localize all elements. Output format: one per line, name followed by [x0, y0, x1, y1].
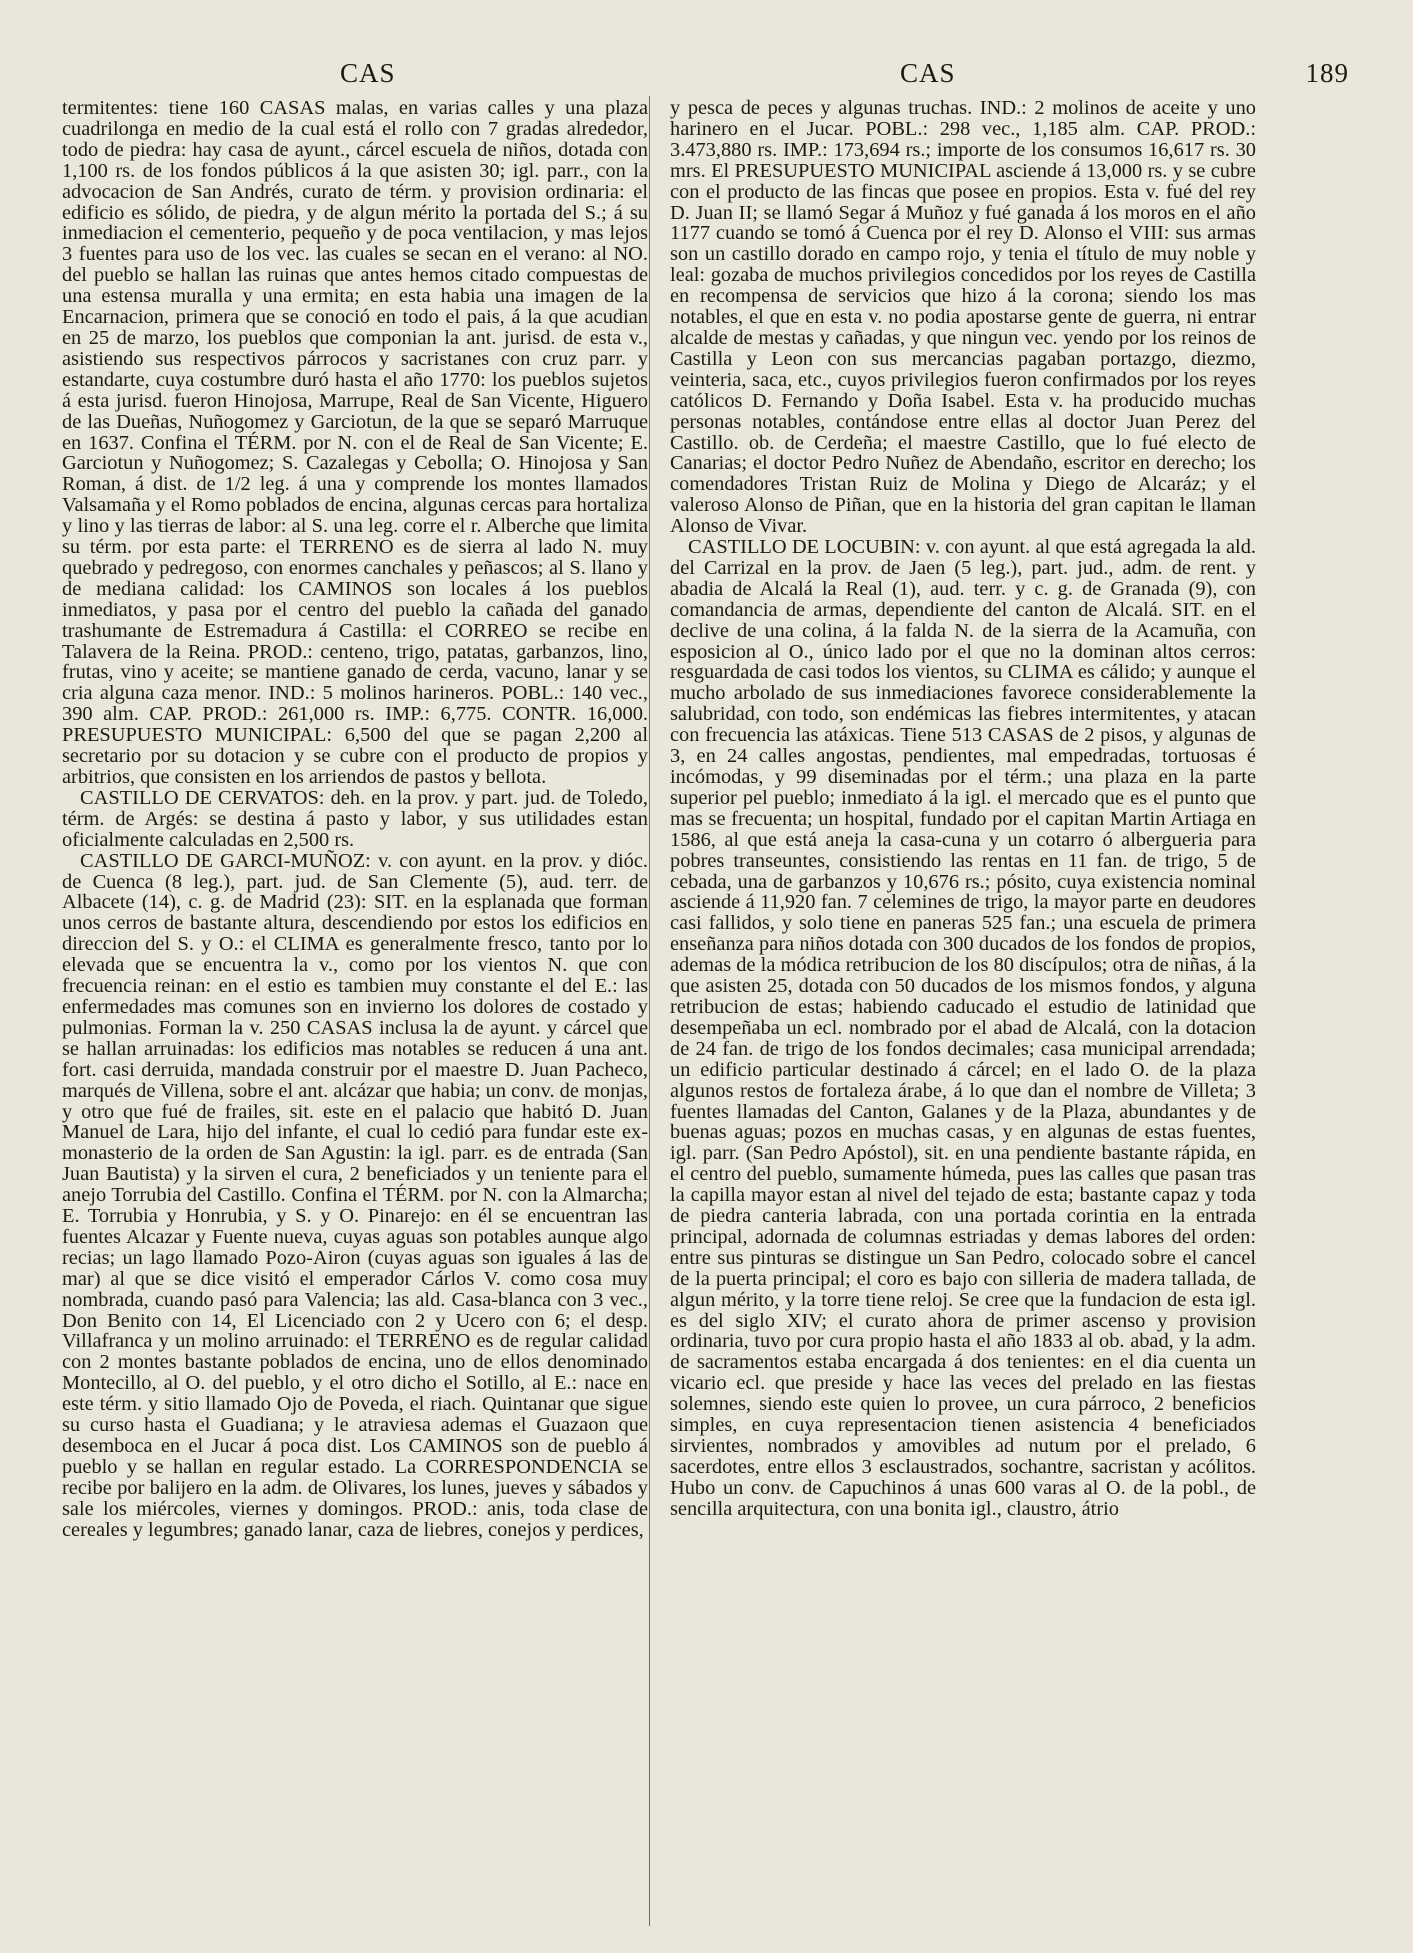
- column-divider: [649, 96, 650, 1926]
- running-head-left: CAS: [340, 58, 396, 88]
- entry-castillo-de-cervatos: CASTILLO DE CERVATOS: deh. en la prov. y part. jud. de Toledo, térm. de Argés: se destina á pasto y labor, y sus utilidades estan oficialmente calculadas en 2,500 rs.: [62, 786, 648, 851]
- right-column: [670, 98, 1256, 1520]
- entry-continuation: termitentes: tiene 160 CASAS malas, en varias calles y una plaza cuadrilonga en medio de la cual está el rollo con 7 gradas alrededor, todo de piedra: hay casa de ayunt., cárcel escuela de niños, dotada con 1,100 rs. de los fondos públicos á la que asisten 30; igl. parr., con la advocacion de San Andrés, curato de térm. y provision ordinaria: el edificio es sólido, de piedra, y de algun mérito la portada del S.; á su inmediacion el cementerio, pequeño y de poca ventilacion, y mas lejos 3 fuentes para uso de los vec. las cuales se secan en el verano: al NO. del pueblo se hallan las ruinas que antes hemos citado compuestas de una estensa muralla y una ermita; en esta habia una imagen de la Encarnacion, primera que se conoció en todo el pais, á la que acudian en 25 de marzo, los pueblos que componian la ant. jurisd. de esta v., asistiendo sus respectivos párrocos y sacristanes con cruz parr. y estandarte, cuya costumbre duró hasta el año 1770: los pueblos sujetos á esta jurisd. fueron Hinojosa, Marrupe, Real de San Vicente, Higuero de las Dueñas, Nuñogomez y Garciotun, de la que se separó Marruque en 1637. Confina el TÉRM. por N. con el de Real de San Vicente; E. Garciotun y Nuñogomez; S. Cazalegas y Cebolla; O. Hinojosa y San Roman, á dist. de 1/2 leg. á una y comprende los montes llamados Valsamaña y el Romo poblados de encina, algunas cercas para hortaliza y lino y las tierras de labor: al S. una leg. corre el r. Alberche que limita su térm. por esta parte: el TERRENO es de sierra al lado N. muy quebrado y pedregoso, con enormes canchales y peñascos; al S. llano y de mediana calidad: los CAMINOS son locales á los pueblos inmediatos, y pasa por el centro del pueblo la cañada del ganado trashumante de Estremadura á Castilla: el CORREO se recibe en Talavera de la Reina. PROD.: centeno, trigo, patatas, garbanzos, lino, frutas, vino y aceite; se mantiene ganado de cerda, vacuno, lanar y se cria alguna caza menor. IND.: 5 molinos harineros. POBL.: 140 vec., 390 alm. CAP. PROD.: 261,000 rs. IMP.: 6,775. CONTR. 16,000. PRESUPUESTO MUNICIPAL: 6,500 del que se pagan 2,200 al secretario por su dotacion y se cubre con el producto de propios y arbitrios, que consisten en los arriendos de pastos y bellota.: [62, 97, 648, 788]
- running-head-right: CAS: [900, 58, 956, 88]
- entry-castillo-de-locubin: CASTILLO DE LOCUBIN: v. con ayunt. al que está agregada la ald. del Carrizal en la prov. de Jaen (5 leg.), part. jud., adm. de rent. y abadia de Alcalá la Real (1), aud. terr. y c. g. de Granada (9), con comandancia de armas, dependiente del canton de Alcalá. SIT. en el declive de una colina, á la falda N. de la sierra de la Acamuña, con esposicion al O., único lado por el que no la dominan altos cerros: resguardada de casi todos los vientos, su CLIMA es cálido; y aunque el mucho arbolado de sus inmediaciones favorece considerablemente la salubridad, con todo, son endémicas las fiebres intermitentes, y atacan con frecuencia las atáxicas. Tiene 513 CASAS de 2 pisos, y algunas de 3, en 24 calles angostas, pendientes, mal empedradas, tortuosas é incómodas, y 99 diseminadas por el térm.; una plaza en la parte superior pel pueblo; inmediato á la igl. el mercado que es el punto que mas se frecuenta; un hospital, fundado por el capitan Martin Artiaga en 1586, al que está aneja la casa-cuna y un cotarro ó albergueria para pobres transeuntes, consistiendo las rentas en 11 fan. de trigo, 5 de cebada, una de garbanzos y 10,676 rs.; pósito, cuya existencia nominal asciende á 11,920 fan. 7 celemines de trigo, la mayor parte en deudores casi fallidos, y solo tiene en paneras 525 fan.; una escuela de primera enseñanza para niños dotada con 300 ducados de los fondos de propios, ademas de la módica retribucion de los 80 discípulos; otra de niñas, á la que asisten 25, dotada con 50 ducados de los mismos fondos, y alguna retribucion de estas; habiendo caducado el estudio de latinidad que desempeñaba un ecl. nombrado por el abad de Alcalá, con la dotacion de 24 fan. de trigo de los fondos decimales; casa municipal arrendada; un edificio particular destinado á cárcel; en el lado O. de la plaza algunos restos de fortaleza árabe, á lo que dan el nombre de Villeta; 3 fuentes llamadas del Canton, Galanes y de la Plaza, abundantes y de buenas aguas; pozos en muchas casas, y en algunas de estas fuentes, igl. parr. (San Pedro Apóstol), sit. en una pendiente bastante rápida, en el centro del pueblo, sumamente húmeda, pues las calles que pasan tras la capilla mayor estan al nivel del tejado de esta; bastante capaz y toda de piedra canteria labrada, con una portada corintia en la entrada principal, adornada de columnas estriadas y demas labores del orden: entre sus pinturas se distingue un San Pedro, colocado sobre el cancel de la puerta principal; el coro es bajo con silleria de madera tallada, de algun mérito, y la torre tiene reloj. Se cree que la fundacion de esta igl. es del siglo XIV; el curato ahora de primer ascenso y provision ordinaria, tuvo por cura propio hasta el año 1833 al ob. abad, y la adm. de sacramentos estaba encargada á dos tenientes: en el dia cuenta un vicario ecl. que preside y hace las veces del prelado en las fiestas solemnes, siendo este quien lo provee, un cura párroco, 2 beneficios simples, en cuya representacion tienen asistencia 4 beneficiados sirvientes, nombrados y amovibles ad nutum por el prelado, 6 sacerdotes, entre ellos 3 esclaustrados, sochantre, sacristan y acólitos. Hubo un conv. de Capuchinos á unas 600 varas al O. de la pobl., de sencilla arquitectura, con una bonita igl., claustro, átrio: [670, 536, 1256, 1520]
- page-number: 189: [1305, 58, 1349, 88]
- entry-castillo-de-garci-munoz: CASTILLO DE GARCI-MUÑOZ: v. con ayunt. en la prov. y dióc. de Cuenca (8 leg.), part. jud. de San Clemente (5), aud. terr. de Albacete (14), c. g. de Madrid (23): SIT. en la esplanada que forman unos cerros de bastante altura, descendiendo por estos los edificios en direccion del S. y O.: el CLIMA es generalmente fresco, tanto por lo elevada que se encuentra la v., como por los vientos N. que con frecuencia reinan: en el estio es tambien muy constante el del E.: las enfermedades mas comunes son en invierno los dolores de costado y pulmonias. Forman la v. 250 CASAS inclusa la de ayunt. y cárcel que se hallan arruinadas: los edificios mas notables se reducen á una ant. fort. casi derruida, mandada construir por el maestre D. Juan Pacheco, marqués de Villena, sobre el ant. alcázar que habia; un conv. de monjas, y otro que fué de frailes, sit. este en el palacio que habitó D. Juan Manuel de Lara, hijo del infante, el cual lo cedió para fundar este ex-monasterio de la orden de San Agustin: la igl. parr. es de entrada (San Juan Bautista) y la sirven el cura, 2 beneficiados y un teniente para el anejo Torrubia del Castillo. Confina el TÉRM. por N. con la Almarcha; E. Torrubia y Honrubia, y S. y O. Pinarejo: en él se encuentran las fuentes Alcazar y Fuente nueva, cuyas aguas son potables aunque algo recias; un lago llamado Pozo-Airon (cuyas aguas son iguales á las de mar) al que se dice visitó el emperador Cárlos V. como cosa muy nombrada, cuando pasó para Valencia; las ald. Casa-blanca con 3 vec., Don Benito con 14, El Licenciado con 2 y Ucero con 6; el desp. Villafranca y un molino arruinado: el TERRENO es de regular calidad con 2 montes bastante poblados de encina, uno de ellos denominado Montecillo, al O. del pueblo, y el otro dicho el Sotillo, al E.: nace en este térm. y sitio llamado Ojo de Poveda, el riach. Quintanar que sigue su curso hasta el Guadiana; y le atraviesa ademas el Guazaon que desemboca en el Jucar á poca dist. Los CAMINOS son de pueblo á pueblo y se hallan en regular estado. La CORRESPONDENCIA se recibe por balijero en la adm. de Olivares, los lunes, jueves y sábados y sale los miércoles, viernes y domingos. PROD.: anis, toda clase de cereales y legumbres; ganado lanar, caza de liebres, conejos y perdices,: [62, 849, 648, 1541]
- entry-garci-munoz-continuation: y pesca de peces y algunas truchas. IND.: 2 molinos de aceite y uno harinero en el Jucar. POBL.: 298 vec., 1,185 alm. CAP. PROD.: 3.473,880 rs. IMP.: 173,694 rs.; importe de los consumos 16,617 rs. 30 mrs. El PRESUPUESTO MUNICIPAL asciende á 13,000 rs. y se cubre con el producto de las fincas que posee en propios. Esta v. fué del rey D. Juan II; se llamó Segar á Muñoz y fué ganada á los moros en el año 1177 cuando se tomó á Cuenca por el rey D. Alonso el VIII: sus armas son un castillo dorado en campo rojo, y tenia el título de muy noble y leal: gozaba de muchos privilegios concedidos por los reyes de Castilla en recompensa de servicios que hizo á la corona; siendo los mas notables, el que en esta v. no podia apostarse gente de guerra, ni entrar alcalde de mestas y cañadas, y que ningun vec. yendo por los reinos de Castilla y Leon con sus mercancias pagaban portazgo, diezmo, veinteria, saca, etc., cuyos privilegios fueron confirmados por los reyes católicos D. Fernando y Doña Isabel. Esta v. ha producido muchas personas notables, contándose entre ellas al doctor Juan Perez del Castillo. ob. de Cerdeña; el maestre Castillo, que lo fué electo de Canarias; el doctor Pedro Nuñez de Abendaño, escritor en derecho; los comendadores Tristan Ruiz de Molina y Diego de Alcaráz; y el valeroso Alonso de Piñan, que en la historia del gran capitan le llaman Alonso de Vivar.: [670, 97, 1256, 538]
- left-column: [62, 98, 648, 1541]
